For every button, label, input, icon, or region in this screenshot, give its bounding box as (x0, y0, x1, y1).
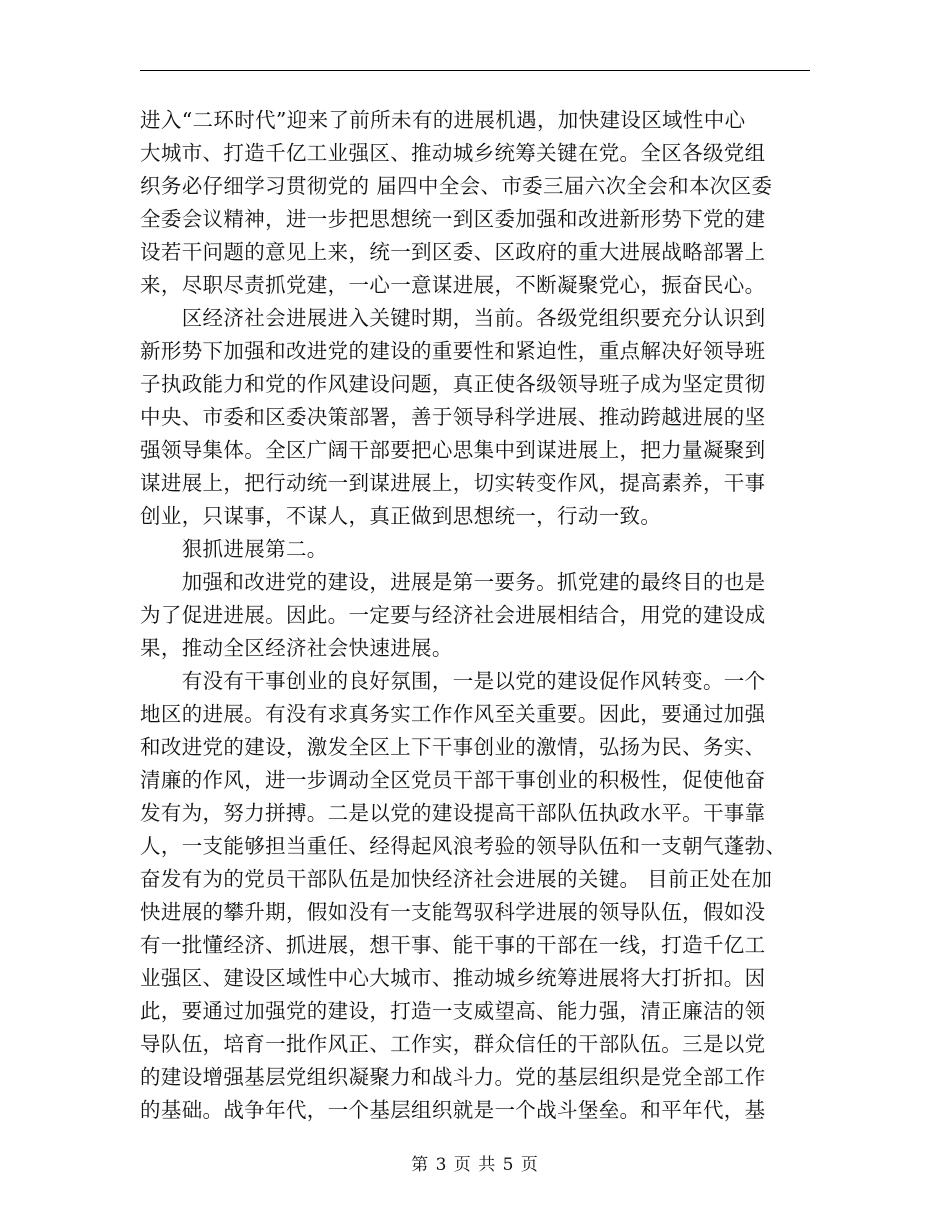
text-line: 地区的进展。有没有求真务实工作作风至关重要。因此，要通过加强 (140, 702, 766, 726)
text-line: 创业，只谋事，不谋人，真正做到思想统一，行动一致。 (140, 504, 662, 528)
text-line: 狠抓进展第二。 (140, 537, 328, 561)
text-line: 强领导集体。全区广阔干部要把心思集中到谋进展上，把力量凝聚到 (140, 438, 766, 462)
text-line: 和改进党的建设，激发全区上下干事创业的激情，弘扬为民、务实、 (140, 735, 766, 759)
text-line: 有没有干事创业的良好氛围，一是以党的建设促作风转变。一个 (140, 669, 766, 693)
text-line: 此，要通过加强党的建设，打造一支威望高、能力强，清正廉洁的领 (140, 999, 766, 1023)
text-line: 区经济社会进展进入关键时期，当前。各级党组织要充分认识到 (140, 306, 766, 330)
text-line: 人，一支能够担当重任、经得起风浪考验的领导队伍和一支朝气蓬勃、 (140, 834, 787, 858)
text-line: 为了促进进展。因此。一定要与经济社会进展相结合，用党的建设成 (140, 603, 766, 627)
text-line: 子执政能力和党的作风建设问题，真正使各级领导班子成为坚定贯彻 (140, 372, 766, 396)
text-line: 大城市、打造千亿工业强区、推动城乡统筹关键在党。全区各级党组 (140, 141, 766, 165)
text-line: 全委会议精神，进一步把思想统一到区委加强和改进新形势下党的建 (140, 207, 766, 231)
text-line: 清廉的作风，进一步调动全区党员干部干事创业的积极性，促使他奋 (140, 768, 766, 792)
text-line: 谋进展上，把行动统一到谋进展上，切实转变作风，提高素养，干事 (140, 471, 766, 495)
text-line: 业强区、建设区域性中心大城市、推动城乡统筹进展将大打折扣。因 (140, 966, 766, 990)
text-line: 中央、市委和区委决策部署，善于领导科学进展、推动跨越进展的坚 (140, 405, 766, 429)
text-line: 果，推动全区经济社会快速进展。 (140, 636, 453, 660)
page-number-footer: 第 3 页 共 5 页 (411, 1155, 539, 1175)
text-line: 发有为，努力拼搏。二是以党的建设提高干部队伍执政水平。干事靠 (140, 801, 766, 825)
text-line: 进入“二环时代”迎来了前所未有的进展机遇，加快建设区域性中心 (140, 108, 746, 132)
text-line: 的建设增强基层党组织凝聚力和战斗力。党的基层组织是党全部工作 (140, 1065, 766, 1089)
text-line: 导队伍，培育一批作风正、工作实，群众信任的干部队伍。三是以党 (140, 1032, 766, 1056)
text-line: 有一批懂经济、抓进展，想干事、能干事的干部在一线，打造千亿工 (140, 933, 766, 957)
text-line: 加强和改进党的建设，进展是第一要务。抓党建的最终目的也是 (140, 570, 766, 594)
text-line: 的基础。战争年代，一个基层组织就是一个战斗堡垒。和平年代，基 (140, 1098, 766, 1122)
text-line: 新形势下加强和改进党的建设的重要性和紧迫性，重点解决好领导班 (140, 339, 766, 363)
header-rule (140, 70, 810, 71)
text-line: 奋发有为的党员干部队伍是加快经济社会进展的关键。 目前正处在加 (140, 867, 773, 891)
document-body (140, 104, 810, 1127)
text-line: 来，尽职尽责抓党建，一心一意谋进展，不断凝聚党心，振奋民心。 (140, 273, 766, 297)
text-line: 快进展的攀升期，假如没有一支能驾驭科学进展的领导队伍，假如没 (140, 900, 766, 924)
text-line: 织务必仔细学习贯彻党的 届四中全会、市委三届六次全会和本次区委 (140, 174, 773, 198)
text-line: 设若干问题的意见上来，统一到区委、区政府的重大进展战略部署上 (140, 240, 766, 264)
